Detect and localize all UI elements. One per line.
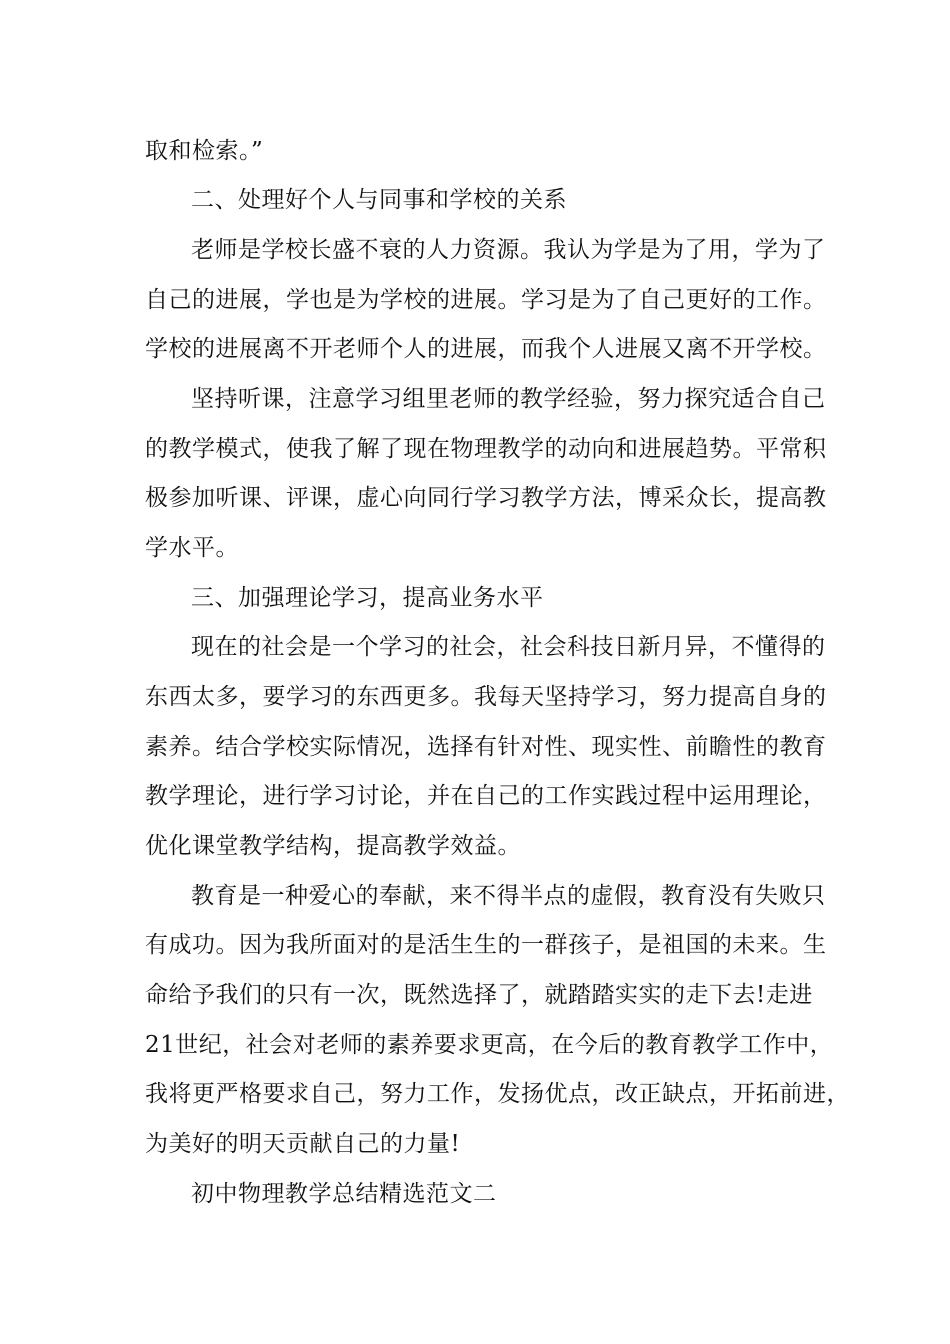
- text-line: 现在的社会是一个学习的社会，社会科技日新月异，不懂得的: [191, 634, 826, 660]
- text-line: 坚持听课，注意学习组里老师的教学经验，努力探究适合自己: [191, 386, 826, 412]
- text-line: 素养。结合学校实际情况，选择有针对性、现实性、前瞻性的教育: [145, 734, 827, 760]
- text-line: 的教学模式，使我了解了现在物理教学的动向和进展趋势。平常积: [145, 436, 827, 462]
- text-line: 东西太多，要学习的东西更多。我每天坚持学习，努力提高自身的: [145, 684, 827, 710]
- text-line: 教育是一种爱心的奉献，来不得半点的虚假，教育没有失败只: [191, 883, 826, 909]
- text-line: 有成功。因为我所面对的是活生生的一群孩子，是祖国的未来。生: [145, 932, 827, 958]
- text-line: 学水平。: [145, 535, 239, 561]
- text-line: 为美好的明天贡献自己的力量!: [145, 1131, 461, 1157]
- text-line: 21世纪，社会对老师的素养要求更高，在今后的教育教学工作中，: [145, 1032, 834, 1058]
- text-line: 优化课堂教学结构，提高教学效益。: [145, 833, 521, 859]
- text-line: 自己的进展，学也是为学校的进展。学习是为了自己更好的工作。: [145, 287, 827, 313]
- section-heading: 三、加强理论学习，提高业务水平: [191, 585, 544, 611]
- section-heading: 二、处理好个人与同事和学校的关系: [191, 187, 567, 213]
- text-line: 学校的进展离不开老师个人的进展，而我个人进展又离不开学校。: [145, 336, 827, 362]
- text-line: 命给予我们的只有一次，既然选择了，就踏踏实实的走下去!走进: [145, 982, 813, 1008]
- text-line: 极参加听课、评课，虚心向同行学习教学方法，博采众长，提高教: [145, 485, 827, 511]
- text-line: 我将更严格要求自己，努力工作，发扬优点，改正缺点，开拓前进，: [145, 1081, 850, 1107]
- section-title: 初中物理教学总结精选范文二: [191, 1181, 497, 1207]
- text-line: 取和检索。”: [145, 138, 264, 164]
- text-line: 老师是学校长盛不衰的人力资源。我认为学是为了用，学为了: [191, 237, 826, 263]
- text-line: 教学理论，进行学习讨论，并在自己的工作实践过程中运用理论，: [145, 783, 827, 809]
